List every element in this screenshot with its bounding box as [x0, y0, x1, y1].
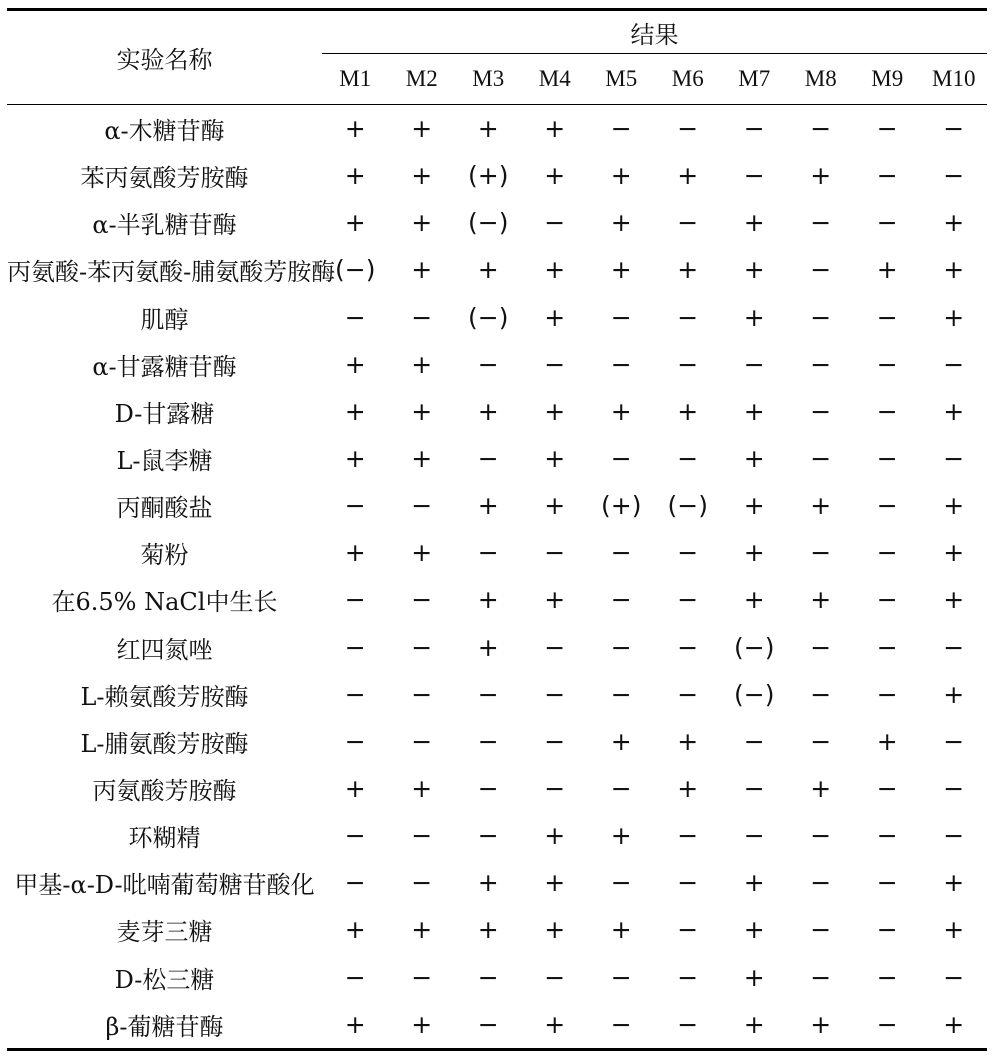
- result-cell-m3: −: [477, 821, 499, 851]
- result-cell-m2: −: [411, 821, 433, 851]
- result-cell-m7: −: [743, 774, 765, 804]
- result-cell-m1: +: [344, 538, 366, 568]
- result-cell-m2: −: [411, 726, 433, 756]
- result-cell-m6: −: [677, 821, 699, 851]
- result-cell-m9: −: [876, 962, 898, 992]
- experiment-name: 在6.5% NaCl中生长: [51, 588, 278, 617]
- result-cell-m9: −: [876, 161, 898, 191]
- table-row: [7, 529, 987, 576]
- result-cell-m6: −: [677, 679, 699, 709]
- table-row: [7, 671, 987, 718]
- result-cell-m5: −: [610, 538, 632, 568]
- result-cell-m5: +: [610, 255, 632, 285]
- result-cell-m10: +: [943, 679, 965, 709]
- result-cell-m6: −: [677, 208, 699, 238]
- result-cell-m7: +: [743, 538, 765, 568]
- result-cell-m10: −: [943, 726, 965, 756]
- result-cell-m5: +: [610, 208, 632, 238]
- table-row: [7, 859, 987, 906]
- result-cell-m9: −: [876, 585, 898, 615]
- result-cell-m1: +: [344, 349, 366, 379]
- experiment-name: D-松三糖: [114, 965, 215, 994]
- table-row: [7, 718, 987, 765]
- result-cell-m9: −: [876, 632, 898, 662]
- result-cell-m10: +: [943, 208, 965, 238]
- result-cell-m10: −: [943, 444, 965, 474]
- result-cell-m4: +: [544, 868, 566, 898]
- result-cell-m1: +: [344, 915, 366, 945]
- result-cell-m10: −: [943, 962, 965, 992]
- result-cell-m9: −: [876, 538, 898, 568]
- result-cell-m8: −: [810, 302, 832, 332]
- result-cell-m10: +: [943, 915, 965, 945]
- result-cell-m4: +: [544, 444, 566, 474]
- result-cell-m2: +: [411, 161, 433, 191]
- column-header-m5: M5: [588, 54, 655, 105]
- result-cell-m2: −: [411, 632, 433, 662]
- result-cell-m9: −: [876, 915, 898, 945]
- result-cell-m5: −: [610, 114, 632, 144]
- column-header-m2: M2: [389, 54, 456, 105]
- experiment-name: 环糊精: [128, 824, 201, 853]
- result-cell-m1: −: [344, 491, 366, 521]
- result-cell-m4: +: [544, 302, 566, 332]
- result-cell-m10: −: [943, 821, 965, 851]
- column-header-m8: M8: [788, 54, 855, 105]
- table-row: [7, 765, 987, 812]
- table-row: [7, 482, 987, 529]
- table-row: [7, 152, 987, 199]
- result-cell-m9: −: [876, 114, 898, 144]
- result-cell-m9: −: [876, 821, 898, 851]
- result-cell-m1: −: [344, 679, 366, 709]
- result-cell-m3: +: [477, 632, 499, 662]
- result-cell-m1: −: [344, 962, 366, 992]
- result-cell-m10: +: [943, 538, 965, 568]
- result-cell-m5: +: [610, 821, 632, 851]
- result-cell-m6: +: [677, 255, 699, 285]
- result-cell-m8: −: [810, 396, 832, 426]
- result-cell-m9: −: [854, 1001, 921, 1050]
- result-cell-m10: −: [943, 161, 965, 191]
- result-cell-m9: −: [876, 302, 898, 332]
- result-cell-m4: +: [544, 821, 566, 851]
- result-cell-m8: −: [810, 538, 832, 568]
- result-cell-m9: −: [876, 396, 898, 426]
- results-table: [7, 8, 987, 1051]
- result-cell-m2: −: [411, 868, 433, 898]
- result-cell-m1: −: [344, 726, 366, 756]
- result-cell-m4: +: [544, 114, 566, 144]
- result-cell-m7: −: [743, 161, 765, 191]
- result-cell-m8: −: [810, 349, 832, 379]
- result-cell-m3: (−): [468, 302, 509, 332]
- result-cell-m5: −: [610, 585, 632, 615]
- result-cell-m3: −: [477, 679, 499, 709]
- result-cell-m8: −: [810, 726, 832, 756]
- result-cell-m4: −: [544, 726, 566, 756]
- experiment-name: β-葡糖苷酶: [7, 1001, 322, 1050]
- experiment-name: 丙氨酸-苯丙氨酸-脯氨酸芳胺酶: [7, 258, 336, 287]
- result-cell-m9: +: [876, 255, 898, 285]
- result-cell-m3: +: [477, 868, 499, 898]
- result-cell-m6: −: [677, 349, 699, 379]
- result-cell-m1: −: [344, 821, 366, 851]
- result-cell-m1: +: [344, 114, 366, 144]
- result-cell-m1: −: [344, 302, 366, 332]
- table-row: [7, 388, 987, 435]
- result-cell-m4: −: [544, 349, 566, 379]
- column-header-m3: M3: [455, 54, 522, 105]
- column-header-m7: M7: [721, 54, 788, 105]
- result-cell-m10: +: [943, 255, 965, 285]
- result-cell-m1: +: [344, 208, 366, 238]
- result-cell-m6: −: [677, 538, 699, 568]
- table-row: [7, 294, 987, 341]
- result-cell-m9: −: [876, 491, 898, 521]
- result-cell-m2: −: [411, 679, 433, 709]
- result-cell-m8: −: [810, 114, 832, 144]
- result-cell-m2: −: [411, 962, 433, 992]
- result-cell-m9: −: [876, 444, 898, 474]
- result-cell-m8: −: [810, 868, 832, 898]
- result-cell-m9: −: [876, 208, 898, 238]
- result-cell-m8: −: [810, 632, 832, 662]
- result-cell-m1: (−): [335, 255, 376, 285]
- result-cell-m1: −: [344, 585, 366, 615]
- result-cell-m7: +: [743, 208, 765, 238]
- result-cell-m6: +: [677, 774, 699, 804]
- column-header-m10: M10: [921, 54, 988, 105]
- result-cell-m5: −: [588, 1001, 655, 1050]
- result-cell-m8: −: [810, 255, 832, 285]
- result-cell-m5: +: [610, 726, 632, 756]
- experiment-name: 丙酮酸盐: [116, 494, 213, 523]
- result-cell-m8: −: [810, 208, 832, 238]
- result-cell-m9: −: [876, 868, 898, 898]
- result-cell-m7: (−): [734, 679, 775, 709]
- result-cell-m8: +: [810, 161, 832, 191]
- result-cell-m4: −: [544, 208, 566, 238]
- result-cell-m8: −: [810, 444, 832, 474]
- result-cell-m5: −: [610, 444, 632, 474]
- result-cell-m9: −: [876, 349, 898, 379]
- result-cell-m7: −: [743, 821, 765, 851]
- experiment-name: α-木糖苷酶: [104, 117, 225, 146]
- result-cell-m7: +: [743, 915, 765, 945]
- result-cell-m6: −: [677, 962, 699, 992]
- result-cell-m8: +: [810, 585, 832, 615]
- result-cell-m3: −: [455, 1001, 522, 1050]
- result-cell-m4: −: [544, 962, 566, 992]
- table-row: [7, 435, 987, 482]
- result-cell-m10: −: [943, 114, 965, 144]
- result-cell-m6: −: [655, 1001, 722, 1050]
- result-cell-m6: −: [677, 302, 699, 332]
- result-cell-m1: +: [344, 774, 366, 804]
- experiment-name: 麦芽三糖: [116, 918, 213, 947]
- result-cell-m5: +: [610, 915, 632, 945]
- result-cell-m4: +: [544, 255, 566, 285]
- result-cell-m3: −: [477, 349, 499, 379]
- result-cell-m10: −: [943, 774, 965, 804]
- result-cell-m8: −: [810, 679, 832, 709]
- result-cell-m6: +: [677, 726, 699, 756]
- result-cell-m6: −: [677, 868, 699, 898]
- result-cell-m3: −: [477, 726, 499, 756]
- result-cell-m7: −: [743, 349, 765, 379]
- result-cell-m3: +: [477, 585, 499, 615]
- result-cell-m2: +: [411, 255, 433, 285]
- result-cell-m3: −: [477, 962, 499, 992]
- result-cell-m8: +: [810, 774, 832, 804]
- result-cell-m2: +: [411, 396, 433, 426]
- result-header: 结果: [322, 10, 987, 54]
- result-cell-m4: −: [544, 632, 566, 662]
- result-cell-m2: +: [411, 538, 433, 568]
- experiment-name: 菊粉: [140, 541, 189, 570]
- result-cell-m1: −: [344, 632, 366, 662]
- result-cell-m2: +: [411, 774, 433, 804]
- table-row: [7, 954, 987, 1001]
- column-header-m9: M9: [854, 54, 921, 105]
- result-cell-m5: +: [610, 396, 632, 426]
- table-row: [7, 906, 987, 953]
- result-cell-m7: −: [743, 726, 765, 756]
- result-cell-m6: −: [677, 915, 699, 945]
- result-cell-m2: +: [411, 444, 433, 474]
- result-cell-m6: −: [677, 444, 699, 474]
- result-cell-m1: −: [344, 868, 366, 898]
- result-cell-m5: −: [610, 774, 632, 804]
- experiment-name: L-赖氨酸芳胺酶: [80, 682, 249, 711]
- table-row: [7, 246, 987, 293]
- result-cell-m10: +: [943, 396, 965, 426]
- experiment-name: L-脯氨酸芳胺酶: [80, 729, 249, 758]
- result-cell-m7: +: [743, 491, 765, 521]
- result-cell-m3: −: [477, 444, 499, 474]
- result-cell-m6: −: [677, 585, 699, 615]
- experiment-name: 红四氮唑: [116, 635, 213, 664]
- column-header-m6: M6: [655, 54, 722, 105]
- result-cell-m2: +: [389, 1001, 456, 1050]
- table-row: [7, 199, 987, 246]
- result-cell-m10: +: [921, 1001, 988, 1050]
- experiment-name: 肌醇: [140, 305, 189, 334]
- result-cell-m4: −: [544, 538, 566, 568]
- result-cell-m7: +: [743, 302, 765, 332]
- result-cell-m1: +: [344, 161, 366, 191]
- result-cell-m10: −: [943, 349, 965, 379]
- table-row: [7, 624, 987, 671]
- result-cell-m8: +: [788, 1001, 855, 1050]
- result-cell-m10: +: [943, 868, 965, 898]
- result-cell-m5: −: [610, 962, 632, 992]
- result-cell-m3: +: [477, 396, 499, 426]
- result-cell-m5: −: [610, 632, 632, 662]
- experiment-name: D-甘露糖: [114, 399, 215, 428]
- result-cell-m2: −: [411, 302, 433, 332]
- result-cell-m1: +: [344, 396, 366, 426]
- result-cell-m2: +: [411, 114, 433, 144]
- result-cell-m9: −: [876, 679, 898, 709]
- result-cell-m6: (−): [667, 491, 708, 521]
- result-cell-m4: +: [544, 585, 566, 615]
- result-cell-m10: +: [943, 302, 965, 332]
- result-cell-m5: −: [610, 349, 632, 379]
- result-cell-m3: (+): [468, 161, 509, 191]
- result-cell-m6: +: [677, 161, 699, 191]
- result-cell-m7: +: [743, 444, 765, 474]
- result-cell-m10: −: [943, 632, 965, 662]
- result-cell-m1: +: [322, 1001, 389, 1050]
- result-cell-m9: −: [876, 774, 898, 804]
- table-row: [7, 812, 987, 859]
- column-header-m1: M1: [322, 54, 389, 105]
- result-cell-m3: +: [477, 915, 499, 945]
- result-cell-m4: +: [544, 915, 566, 945]
- result-cell-m8: −: [810, 962, 832, 992]
- result-cell-m7: +: [743, 868, 765, 898]
- result-cell-m9: +: [876, 726, 898, 756]
- result-cell-m3: +: [477, 255, 499, 285]
- result-cell-m4: +: [544, 491, 566, 521]
- experiment-name: 丙氨酸芳胺酶: [92, 777, 237, 806]
- result-cell-m3: −: [477, 774, 499, 804]
- result-cell-m3: −: [477, 538, 499, 568]
- result-cell-m5: −: [610, 679, 632, 709]
- result-cell-m5: −: [610, 302, 632, 332]
- table-row: [7, 1001, 987, 1050]
- result-cell-m5: (+): [601, 491, 642, 521]
- result-cell-m7: +: [721, 1001, 788, 1050]
- result-cell-m3: +: [477, 491, 499, 521]
- result-cell-m1: +: [344, 444, 366, 474]
- result-cell-m5: −: [610, 868, 632, 898]
- experiment-name: α-甘露糖苷酶: [92, 352, 237, 381]
- result-cell-m7: +: [743, 255, 765, 285]
- column-header-m4: M4: [522, 54, 589, 105]
- result-cell-m4: +: [544, 396, 566, 426]
- result-cell-m8: −: [810, 915, 832, 945]
- result-cell-m8: −: [810, 821, 832, 851]
- result-cell-m7: −: [743, 114, 765, 144]
- table-row: [7, 105, 987, 153]
- table-body: [7, 105, 987, 1050]
- result-cell-m2: +: [411, 349, 433, 379]
- experiment-name: 苯丙氨酸芳胺酶: [80, 164, 249, 193]
- result-cell-m7: (−): [734, 632, 775, 662]
- result-cell-m10: +: [943, 585, 965, 615]
- result-cell-m4: +: [544, 161, 566, 191]
- result-cell-m6: +: [677, 396, 699, 426]
- result-cell-m3: +: [477, 114, 499, 144]
- result-cell-m7: +: [743, 585, 765, 615]
- result-cell-m2: +: [411, 208, 433, 238]
- result-cell-m4: −: [544, 679, 566, 709]
- experiment-name: L-鼠李糖: [116, 447, 213, 476]
- result-cell-m3: (−): [468, 208, 509, 238]
- table-row: [7, 576, 987, 623]
- result-cell-m4: −: [544, 774, 566, 804]
- experiment-name-header: 实验名称: [7, 10, 322, 105]
- result-cell-m2: −: [411, 491, 433, 521]
- result-cell-m5: +: [610, 161, 632, 191]
- result-cell-m7: +: [743, 396, 765, 426]
- experiment-name: 甲基-α-D-吡喃葡萄糖苷酸化: [14, 871, 315, 900]
- result-cell-m2: +: [411, 915, 433, 945]
- result-cell-m6: −: [677, 114, 699, 144]
- result-cell-m7: +: [743, 962, 765, 992]
- result-cell-m8: +: [810, 491, 832, 521]
- result-cell-m2: −: [411, 585, 433, 615]
- result-cell-m4: +: [522, 1001, 589, 1050]
- table-row: [7, 341, 987, 388]
- result-cell-m6: −: [677, 632, 699, 662]
- experiment-name: α-半乳糖苷酶: [92, 211, 237, 240]
- result-cell-m10: +: [943, 491, 965, 521]
